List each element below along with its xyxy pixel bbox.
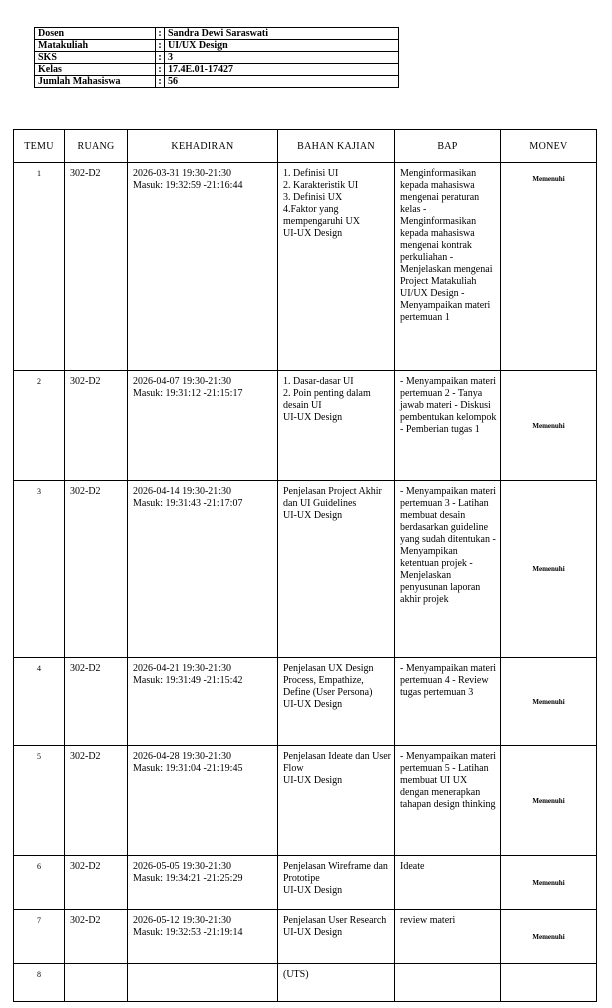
cell-temu: 6 — [14, 856, 65, 910]
cell-bap: review materi — [395, 910, 501, 964]
cell-ruang: 302-D2 — [65, 658, 128, 746]
bahan-line: UI-UX Design — [283, 412, 343, 423]
info-value: 3 — [165, 52, 399, 64]
kehadiran-line: Masuk: 19:32:53 -21:19:14 — [133, 927, 243, 938]
cell-temu: 2 — [14, 371, 65, 481]
cell-bahan-kajian — [278, 481, 395, 658]
bahan-line: 1. Definisi UI — [283, 168, 339, 179]
cell-monev: Memenuhi — [501, 658, 597, 746]
cell-bahan-kajian — [278, 163, 395, 371]
info-value: UI/UX Design — [165, 40, 399, 52]
bahan-line: UI-UX Design — [283, 775, 343, 786]
cell-bap: - Menyampaikan materi pertemuan 3 - Latihan membuat desain berdasarkan guideline yang sudah ditentukan - Menyampikan ketentuan projek - Menjelaskan penyusunan laporan akhir projek — [395, 481, 501, 658]
table-row — [14, 481, 597, 658]
cell-ruang: 302-D2 — [65, 163, 128, 371]
cell-kehadiran — [128, 964, 278, 1002]
cell-bahan-kajian — [278, 658, 395, 746]
table-row — [14, 856, 597, 910]
cell-ruang — [65, 964, 128, 1002]
kehadiran-line: Masuk: 19:31:12 -21:15:17 — [133, 388, 243, 399]
cell-kehadiran — [128, 856, 278, 910]
header-monev: MONEV — [501, 130, 597, 163]
info-value: 56 — [165, 76, 399, 88]
cell-temu: 1 — [14, 163, 65, 371]
kehadiran-line: Masuk: 19:32:59 -21:16:44 — [133, 180, 243, 191]
info-separator: : — [156, 28, 165, 40]
cell-kehadiran — [128, 910, 278, 964]
bahan-line: Penjelasan Ideate dan User Flow — [283, 751, 392, 774]
cell-ruang: 302-D2 — [65, 856, 128, 910]
info-label: Kelas — [35, 64, 156, 76]
info-separator: : — [156, 64, 165, 76]
cell-monev: Memenuhi — [501, 371, 597, 481]
cell-monev: Memenuhi — [501, 746, 597, 856]
kehadiran-line: 2026-03-31 19:30-21:30 — [133, 168, 232, 179]
cell-bahan-kajian — [278, 964, 395, 1002]
attendance-table — [13, 129, 597, 1002]
header-ruang: RUANG — [65, 130, 128, 163]
cell-bap: Menginformasikan kepada mahasiswa mengenai peraturan kelas - Menginformasikan kepada mahasiswa mengenai kontrak perkuliahan - Menjelaskan mengenai Project Matakuliah UI/UX Design - Menyampaikan materi pertemuan 1 — [395, 163, 501, 371]
info-row — [35, 64, 399, 76]
table-row — [14, 746, 597, 856]
info-label: SKS — [35, 52, 156, 64]
bahan-line: Penjelasan Wireframe dan Prototipe — [283, 861, 388, 884]
kehadiran-line: 2026-05-05 19:30-21:30 — [133, 861, 232, 872]
cell-bahan-kajian — [278, 371, 395, 481]
header-bahan-kajian: BAHAN KAJIAN — [278, 130, 395, 163]
cell-bap — [395, 964, 501, 1002]
cell-bahan-kajian — [278, 746, 395, 856]
cell-monev: Memenuhi — [501, 481, 597, 658]
header-temu: TEMU — [14, 130, 65, 163]
course-info-table — [34, 27, 399, 88]
kehadiran-line: Masuk: 19:31:49 -21:15:42 — [133, 675, 243, 686]
bahan-line: UI-UX Design — [283, 510, 343, 521]
bahan-line: Penjelasan User Research — [283, 915, 387, 926]
header-bap: BAP — [395, 130, 501, 163]
cell-monev: Memenuhi — [501, 856, 597, 910]
cell-temu: 4 — [14, 658, 65, 746]
cell-temu: 7 — [14, 910, 65, 964]
kehadiran-line: Masuk: 19:31:04 -21:19:45 — [133, 763, 243, 774]
cell-temu: 8 — [14, 964, 65, 1002]
info-label: Matakuliah — [35, 40, 156, 52]
info-row — [35, 40, 399, 52]
cell-bap: Ideate — [395, 856, 501, 910]
kehadiran-line: 2026-04-07 19:30-21:30 — [133, 376, 232, 387]
table-row — [14, 163, 597, 371]
info-separator: : — [156, 52, 165, 64]
info-row — [35, 52, 399, 64]
cell-kehadiran — [128, 481, 278, 658]
bahan-line: UI-UX Design — [283, 699, 343, 710]
cell-kehadiran — [128, 163, 278, 371]
info-value: Sandra Dewi Saraswati — [165, 28, 399, 40]
kehadiran-line: Masuk: 19:34:21 -21:25:29 — [133, 873, 243, 884]
cell-ruang: 302-D2 — [65, 746, 128, 856]
cell-kehadiran — [128, 746, 278, 856]
cell-bahan-kajian — [278, 910, 395, 964]
cell-ruang: 302-D2 — [65, 481, 128, 658]
info-value: 17.4E.01-17427 — [165, 64, 399, 76]
bahan-line: Penjelasan Project Akhir dan UI Guidelines — [283, 486, 382, 509]
info-separator: : — [156, 76, 165, 88]
bahan-line: UI-UX Design — [283, 885, 343, 896]
bahan-line: 2. Poin penting dalam desain UI — [283, 388, 371, 411]
header-row — [14, 130, 597, 163]
cell-bap: - Menyampaikan materi pertemuan 4 - Review tugas pertemuan 3 — [395, 658, 501, 746]
cell-kehadiran — [128, 371, 278, 481]
table-row — [14, 964, 597, 1002]
table-row — [14, 910, 597, 964]
cell-monev — [501, 964, 597, 1002]
info-separator: : — [156, 40, 165, 52]
kehadiran-line: 2026-04-21 19:30-21:30 — [133, 663, 232, 674]
info-row — [35, 76, 399, 88]
cell-ruang: 302-D2 — [65, 910, 128, 964]
bahan-line: 4.Faktor yang mempengaruhi UX — [283, 204, 360, 227]
table-row — [14, 371, 597, 481]
cell-bap: - Menyampaikan materi pertemuan 5 - Latihan membuat UI UX dengan menerapkan tahapan design thinking — [395, 746, 501, 856]
cell-ruang: 302-D2 — [65, 371, 128, 481]
bahan-line: 1. Dasar-dasar UI — [283, 376, 354, 387]
bahan-line: UI-UX Design — [283, 228, 343, 239]
bahan-line: UI-UX Design — [283, 927, 343, 938]
cell-monev: Memenuhi — [501, 910, 597, 964]
cell-bap: - Menyampaikan materi pertemuan 2 - Tanya jawab materi - Diskusi pembentukan kelompok - Pemberian tugas 1 — [395, 371, 501, 481]
info-label: Dosen — [35, 28, 156, 40]
cell-kehadiran — [128, 658, 278, 746]
cell-temu: 3 — [14, 481, 65, 658]
bahan-line: (UTS) — [283, 969, 309, 980]
cell-bahan-kajian — [278, 856, 395, 910]
kehadiran-line: 2026-05-12 19:30-21:30 — [133, 915, 232, 926]
info-row — [35, 28, 399, 40]
info-label: Jumlah Mahasiswa — [35, 76, 156, 88]
bahan-line: 2. Karakteristik UI — [283, 180, 359, 191]
cell-monev: Memenuhi — [501, 163, 597, 371]
bahan-line: 3. Definisi UX — [283, 192, 343, 203]
kehadiran-line: 2026-04-28 19:30-21:30 — [133, 751, 232, 762]
bahan-line: Penjelasan UX Design Process, Empathize, Define (User Persona) — [283, 663, 374, 698]
cell-temu: 5 — [14, 746, 65, 856]
table-row — [14, 658, 597, 746]
kehadiran-line: 2026-04-14 19:30-21:30 — [133, 486, 232, 497]
kehadiran-line: Masuk: 19:31:43 -21:17:07 — [133, 498, 243, 509]
header-kehadiran: KEHADIRAN — [128, 130, 278, 163]
